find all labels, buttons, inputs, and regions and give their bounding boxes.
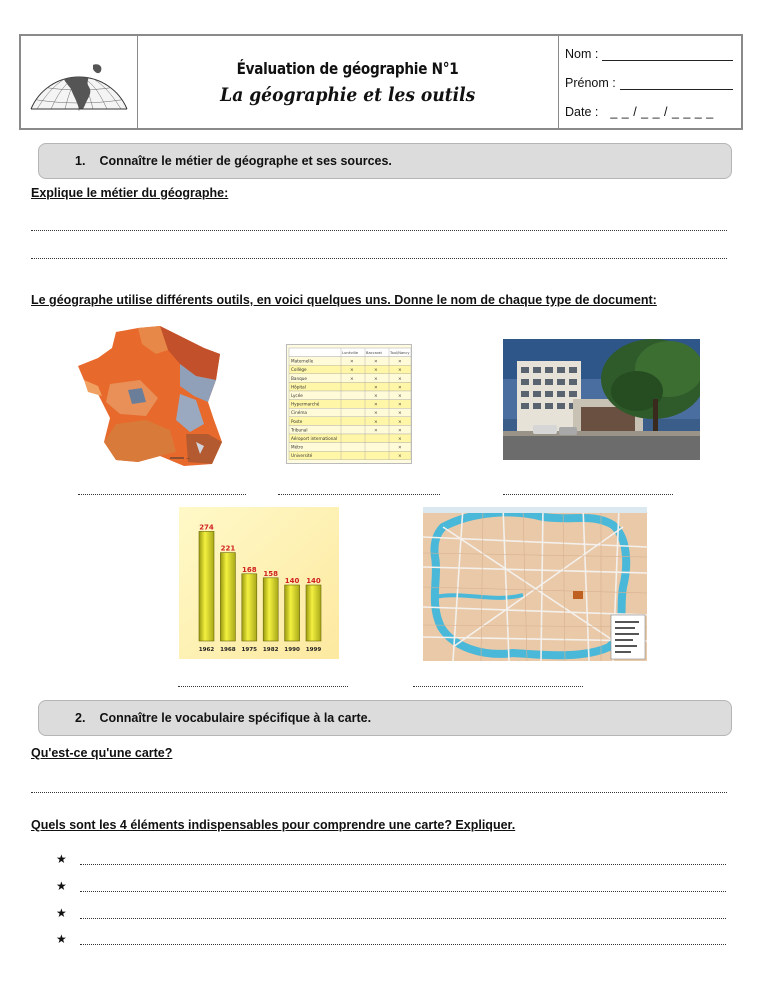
table-cell-mark: × — [398, 359, 402, 365]
chart-tick-label: 1968 — [220, 647, 236, 653]
population-bar-chart — [179, 507, 339, 659]
city-plan-image — [423, 507, 647, 661]
chart-data-label: 140 — [284, 577, 300, 585]
question-carte: Qu'est-ce qu'une carte? — [31, 746, 173, 760]
table-row-label: Métro — [291, 444, 304, 450]
table-cell-mark: × — [374, 419, 378, 425]
header-title-cell — [138, 36, 559, 128]
table-row-label: Lycée — [291, 393, 303, 398]
chart-data-label: 274 — [199, 523, 214, 532]
table-cell-mark: × — [374, 411, 378, 417]
chart-tick-label: 1975 — [241, 647, 258, 653]
chart-data-label: 140 — [306, 577, 321, 585]
table-row-label: Hôpital — [291, 384, 306, 390]
table-cell-mark: × — [398, 411, 402, 417]
table-cell-mark: × — [374, 394, 378, 399]
table-cell-mark: × — [398, 402, 402, 408]
nom-field[interactable] — [565, 47, 733, 61]
star-icon: ★ — [56, 932, 67, 946]
table-row-label: Poste — [291, 418, 303, 424]
table-cell-mark: × — [374, 385, 378, 391]
services-table-image — [286, 344, 412, 464]
chart-data-label: 221 — [220, 544, 236, 553]
chart-tick-label: 1962 — [198, 647, 215, 653]
section-2-number: 2. — [75, 711, 86, 725]
france-map-image — [76, 324, 226, 470]
question-metier: Explique le métier du géographe: — [31, 186, 229, 200]
table-cell-mark: × — [398, 385, 402, 391]
table-cell-mark: × — [398, 376, 402, 382]
table-row — [289, 408, 411, 417]
table-row — [289, 391, 411, 400]
table-cell-mark: × — [398, 368, 402, 374]
answer-line-metier-1[interactable] — [31, 230, 727, 231]
table-cell-mark: × — [398, 437, 402, 442]
question-documents: Le géographe utilise différents outils, en voici quelques uns. Donne le nom de chaque type de document: — [31, 293, 657, 307]
chart-bar — [263, 578, 278, 641]
section-2-title: Connaître le vocabulaire spécifique à la carte. — [99, 711, 372, 725]
chart-bar — [306, 585, 321, 641]
chart-data-label: 168 — [241, 565, 257, 574]
table-row-label: Aéroport international — [291, 436, 338, 441]
star-icon: ★ — [56, 879, 67, 893]
chart-bar — [220, 553, 235, 641]
table-cell-mark: × — [374, 359, 378, 365]
section-1-banner — [38, 143, 732, 179]
table-header-cell: Baccarat — [366, 351, 382, 355]
page-title: Évaluation de géographie N°1 — [237, 58, 459, 78]
table-row — [289, 382, 411, 391]
section-2-banner — [38, 700, 732, 736]
chart-tick-label: 1990 — [284, 647, 300, 653]
chart-data-label: 158 — [263, 569, 279, 578]
answer-line-element-4[interactable] — [80, 944, 726, 945]
table-cell-mark: × — [374, 376, 378, 382]
answer-line-carte[interactable] — [31, 792, 727, 793]
table-cell-mark: × — [374, 368, 378, 374]
header-table — [19, 34, 743, 130]
question-elements: Quels sont les 4 éléments indispensables pour comprendre une carte? Expliquer. — [31, 818, 516, 832]
answer-line-element-3[interactable] — [80, 918, 726, 919]
table-row-label: Maternelle — [291, 358, 314, 364]
svg-text:—: — — [186, 456, 190, 461]
table-cell-mark: × — [374, 428, 378, 434]
nom-label: Nom : — [565, 47, 599, 62]
table-header-cell: Lunéville — [342, 351, 359, 355]
star-icon: ★ — [56, 906, 67, 920]
table-header-cell: Toul/Nancy — [390, 351, 410, 355]
table-row-label: Hypermarché — [291, 401, 320, 407]
date-blank[interactable]: _ _ / _ _ / _ _ _ _ — [610, 104, 714, 119]
globe-icon — [27, 51, 131, 113]
answer-line-doc-1[interactable] — [78, 494, 246, 495]
chart-bar — [199, 531, 214, 641]
page-subtitle: La géographie et les outils — [220, 83, 476, 106]
chart-tick-label: 1999 — [305, 647, 322, 653]
table-row — [289, 443, 411, 452]
section-1-title: Connaître le métier de géographe et ses sources. — [99, 154, 392, 168]
date-label: Date : — [565, 104, 599, 119]
table-cell-mark: × — [398, 419, 402, 425]
building-photo-image — [503, 339, 700, 460]
table-cell-mark: × — [350, 376, 354, 382]
chart-bar — [285, 585, 300, 641]
section-1-number: 1. — [75, 154, 86, 168]
prenom-label: Prénom : — [565, 75, 616, 90]
table-cell-mark: × — [398, 454, 402, 460]
answer-line-doc-3[interactable] — [503, 494, 673, 495]
table-row — [289, 417, 411, 426]
table-row-label: Cinéma — [291, 410, 307, 416]
answer-line-doc-2[interactable] — [278, 494, 440, 495]
answer-line-metier-2[interactable] — [31, 258, 727, 259]
table-row-label: Banque — [291, 375, 307, 381]
table-cell-mark: × — [398, 394, 402, 399]
chart-tick-label: 1982 — [262, 647, 279, 653]
table-row-label: Université — [291, 453, 313, 459]
date-field[interactable] — [565, 105, 733, 119]
table-cell-mark: × — [350, 368, 354, 374]
student-info-cell — [559, 36, 741, 128]
table-cell-mark: × — [398, 445, 402, 451]
table-row-label: Collège — [291, 367, 307, 373]
chart-bar — [242, 574, 257, 641]
answer-line-element-2[interactable] — [80, 891, 726, 892]
star-icon: ★ — [56, 852, 67, 866]
answer-line-doc-4[interactable] — [178, 686, 348, 687]
table-cell-mark: × — [350, 359, 354, 365]
answer-line-element-1[interactable] — [80, 864, 726, 865]
prenom-line[interactable] — [620, 77, 733, 90]
prenom-field[interactable] — [565, 76, 733, 90]
table-row-label: Tribunal — [291, 427, 308, 433]
table-cell-mark: × — [398, 428, 402, 434]
header-logo-cell — [21, 36, 138, 128]
nom-line[interactable] — [602, 48, 733, 61]
answer-line-doc-5[interactable] — [413, 686, 583, 687]
table-cell-mark: × — [374, 402, 378, 408]
